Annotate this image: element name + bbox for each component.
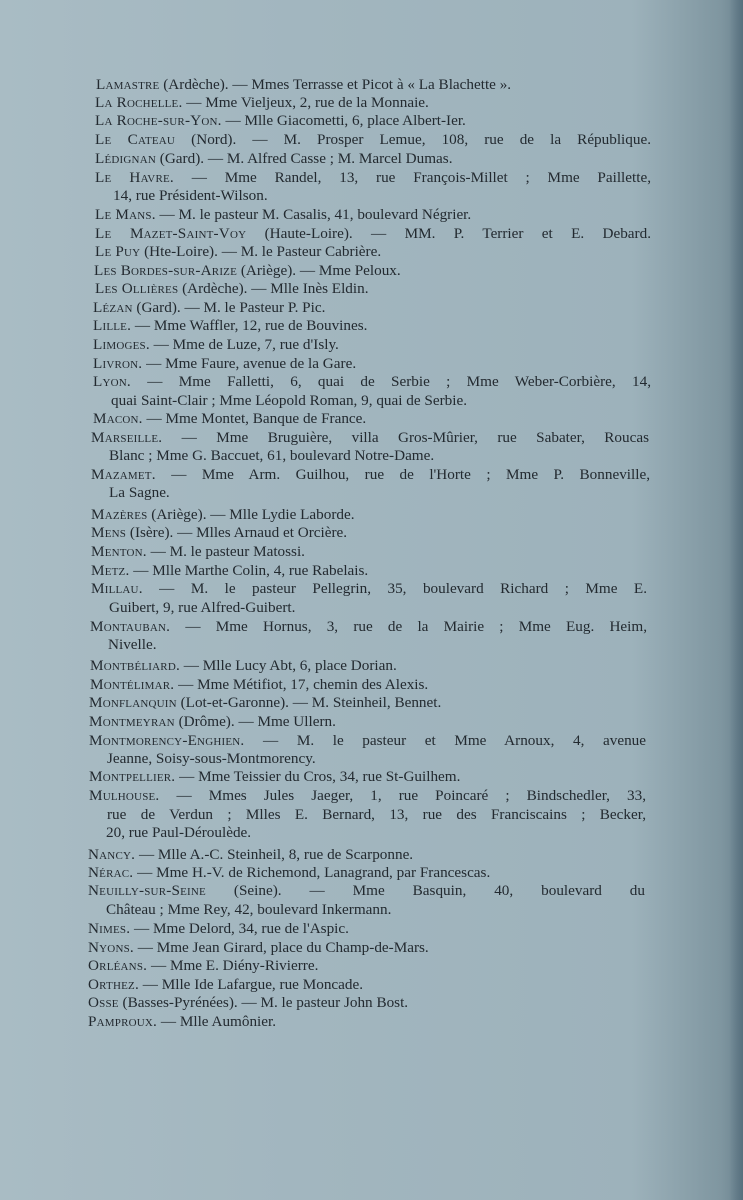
place-name: Les Ollières bbox=[95, 280, 179, 297]
place-name: Livron. bbox=[93, 355, 143, 372]
entry-line bbox=[93, 299, 444, 317]
entry-line bbox=[93, 317, 452, 335]
entry-line bbox=[113, 187, 318, 205]
place-name: Nimes. bbox=[88, 920, 131, 937]
entry-text: — Mme E. Diény-Rivierre. bbox=[147, 957, 319, 974]
place-name: Le Mans. bbox=[95, 206, 156, 223]
entry-line bbox=[89, 768, 573, 786]
entry-text: — Mme Randel, 13, rue François-Millet ; Mme Paillette, bbox=[173, 169, 651, 186]
place-name: Nyons. bbox=[88, 939, 134, 956]
entry-text: — Mme Vieljeux, 2, rue de la Monnaie. bbox=[182, 94, 429, 111]
entry-text: — Mme Faure, avenue de la Gare. bbox=[142, 355, 357, 372]
entry-line bbox=[93, 355, 436, 373]
entry-line bbox=[91, 506, 431, 524]
place-name: Montélimar. bbox=[90, 676, 175, 693]
entry-line bbox=[88, 939, 533, 957]
place-name: Mazères bbox=[91, 506, 148, 523]
entry-text: — Mme Arm. Guilhou, rue de l'Horte ; Mme P. Bonneville, bbox=[155, 466, 650, 483]
entry-text: — Mlle Lucy Abt, 6, place Dorian. bbox=[179, 657, 397, 674]
entry-text: (Basses-Pyrénées). — M. le pasteur John Bost. bbox=[118, 994, 409, 1011]
entry-text: La Sagne. bbox=[109, 484, 170, 501]
entry-text: — Mlle A.-C. Steinheil, 8, rue de Scarponne. bbox=[135, 846, 414, 863]
place-name: Le Havre. bbox=[95, 169, 174, 186]
place-name: Lézan bbox=[93, 299, 133, 316]
entry-line bbox=[93, 373, 651, 391]
entry-line bbox=[95, 206, 584, 224]
entry-line bbox=[89, 694, 549, 712]
entry-text: — Mme Bruguière, villa Gros-Mûrier, rue Sabater, Roucas bbox=[162, 429, 649, 446]
place-name: Osse bbox=[88, 994, 119, 1011]
entry-line bbox=[90, 618, 647, 636]
entry-text: (Haute-Loire). — MM. P. Terrier et E. Debard. bbox=[246, 225, 651, 242]
place-name: Montmeyran bbox=[89, 713, 175, 730]
entry-line bbox=[95, 225, 651, 243]
entry-text: (Ariège). — Mlle Lydie Laborde. bbox=[147, 506, 355, 523]
place-name: Orthez. bbox=[88, 976, 139, 993]
place-name: Lédignan bbox=[95, 150, 156, 167]
place-name: Montauban. bbox=[90, 618, 171, 635]
entry-line bbox=[111, 392, 574, 410]
place-name: Le Cateau bbox=[95, 131, 176, 148]
place-name: Menton. bbox=[91, 543, 147, 560]
place-name: La Rochelle. bbox=[95, 94, 183, 111]
entry-text: (Lot-et-Garonne). — M. Steinheil, Bennet. bbox=[176, 694, 442, 711]
entry-line bbox=[88, 882, 645, 900]
place-name: Lille. bbox=[93, 317, 132, 334]
entry-line bbox=[91, 562, 450, 580]
entry-line bbox=[106, 824, 295, 842]
entry-line bbox=[95, 243, 490, 261]
entry-line bbox=[106, 901, 445, 919]
entry-text: Blanc ; Mme G. Baccuet, 61, boulevard Notre-Dame. bbox=[109, 447, 435, 464]
entry-line bbox=[88, 976, 453, 994]
entry-line bbox=[95, 280, 458, 298]
entry-text: — M. le pasteur et Mme Arnoux, 4, avenue bbox=[244, 732, 646, 749]
entry-line bbox=[91, 466, 650, 484]
place-name: Pamproux. bbox=[88, 1013, 158, 1030]
place-name: Orléans. bbox=[88, 957, 148, 974]
entry-text: — Mme Métifiot, 17, chemin des Alexis. bbox=[174, 676, 429, 693]
entry-text: (Gard). — M. Alfred Casse ; M. Marcel Dumas. bbox=[155, 150, 453, 167]
entry-text: — Mlle Marthe Colin, 4, rue Rabelais. bbox=[129, 562, 369, 579]
place-name: Les Bordes-sur-Arize bbox=[94, 262, 238, 279]
entry-line bbox=[109, 599, 353, 617]
entry-line bbox=[91, 580, 647, 598]
entry-text: — Mme Jean Girard, place du Champ-de-Mars. bbox=[133, 939, 429, 956]
entry-text: rue de Verdun ; Mlles E. Bernard, 13, rue des Franciscains ; Becker, bbox=[107, 806, 646, 823]
entry-line bbox=[109, 484, 190, 502]
entry-text: (Gard). — M. le Pasteur P. Pic. bbox=[132, 299, 326, 316]
entry-text: — Mme Montet, Banque de France. bbox=[142, 410, 367, 427]
entry-line bbox=[89, 713, 409, 731]
entry-line bbox=[93, 336, 424, 354]
place-name: Neuilly-sur-Seine bbox=[88, 882, 206, 899]
place-name: La Roche-sur-Yon. bbox=[95, 112, 222, 129]
entry-line bbox=[96, 76, 640, 94]
entry-text: — Mme Delord, 34, rue de l'Aspic. bbox=[130, 920, 349, 937]
entry-text: (Drôme). — Mme Ullern. bbox=[174, 713, 336, 730]
entry-text: — Mme Teissier du Cros, 34, rue St-Guilhem. bbox=[175, 768, 461, 785]
place-name: Montbéliard. bbox=[90, 657, 180, 674]
entry-line bbox=[88, 957, 384, 975]
entry-line bbox=[94, 262, 490, 280]
place-name: Limoges. bbox=[93, 336, 150, 353]
entry-line bbox=[93, 410, 443, 428]
entry-line bbox=[91, 543, 373, 561]
entry-text: — Mme Waffler, 12, rue de Bouvines. bbox=[131, 317, 368, 334]
place-name: Le Puy bbox=[95, 243, 141, 260]
place-name: Monflanquin bbox=[89, 694, 177, 711]
entry-text: — Mlle Ide Lafargue, rue Moncade. bbox=[138, 976, 364, 993]
entry-line bbox=[90, 657, 463, 675]
entry-text: (Isère). — Mlles Arnaud et Orcière. bbox=[126, 524, 348, 541]
entry-text: — M. le pasteur Pellegrin, 35, boulevard Richard ; Mme E. bbox=[142, 580, 647, 597]
place-name: Metz. bbox=[91, 562, 130, 579]
entry-text: (Ariège). — Mme Peloux. bbox=[237, 262, 401, 279]
entry-line bbox=[89, 732, 646, 750]
entry-line bbox=[91, 524, 422, 542]
entry-text: — Mme Falletti, 6, quai de Serbie ; Mme Weber-Corbière, 14, bbox=[130, 373, 651, 390]
entry-text: (Nord). — M. Prosper Lemue, 108, rue de la République. bbox=[175, 131, 652, 148]
place-name: Montpellier. bbox=[89, 768, 176, 785]
place-name: Mulhouse. bbox=[89, 787, 160, 804]
entry-text: (Ardèche). — Mmes Terrasse et Picot à « La Blachette ». bbox=[159, 76, 512, 93]
entry-line bbox=[95, 131, 651, 149]
entry-line bbox=[88, 920, 431, 938]
place-name: Mens bbox=[91, 524, 127, 541]
place-name: Marseille. bbox=[91, 429, 163, 446]
place-name: Mazamet. bbox=[91, 466, 156, 483]
place-name: Nérac. bbox=[88, 864, 134, 881]
entry-line bbox=[91, 429, 649, 447]
entry-line bbox=[109, 447, 537, 465]
entry-text: — Mme de Luze, 7, rue d'Isly. bbox=[149, 336, 339, 353]
entry-line bbox=[95, 150, 571, 168]
entry-text: 20, rue Paul-Déroulède. bbox=[106, 824, 252, 841]
entry-line bbox=[89, 787, 646, 805]
entry-text: — Mlle Aumônier. bbox=[157, 1013, 277, 1030]
entry-text: Guibert, 9, rue Alfred-Guibert. bbox=[109, 599, 296, 616]
place-name: Lamastre bbox=[96, 76, 160, 93]
place-name: Nancy. bbox=[88, 846, 136, 863]
entry-text: (Ardèche). — Mlle Inès Eldin. bbox=[178, 280, 369, 297]
entry-line bbox=[108, 636, 168, 654]
entry-line bbox=[88, 864, 618, 882]
entry-line bbox=[88, 846, 522, 864]
entry-text: — Mme H.-V. de Richemond, Lanagrand, par Francescas. bbox=[133, 864, 491, 881]
entry-text: 14, rue Président-Wilson. bbox=[113, 187, 268, 204]
entry-text: — Mlle Giacometti, 6, place Albert-Ier. bbox=[221, 112, 466, 129]
entry-text: (Seine). — Mme Basquin, 40, boulevard du bbox=[205, 882, 645, 899]
entry-text: Nivelle. bbox=[108, 636, 157, 653]
place-name: Le Mazet-Saint-Voy bbox=[95, 225, 247, 242]
entry-text: quai Saint-Clair ; Mme Léopold Roman, 9, quai de Serbie. bbox=[111, 392, 467, 409]
entry-line bbox=[95, 94, 545, 112]
entry-line bbox=[95, 112, 580, 130]
entry-text: — Mme Hornus, 3, rue de la Mairie ; Mme Eug. Heim, bbox=[170, 618, 647, 635]
entry-text: (Hte-Loire). — M. le Pasteur Cabrière. bbox=[140, 243, 382, 260]
entry-line bbox=[107, 750, 402, 768]
entry-line bbox=[90, 676, 519, 694]
place-name: Montmorency-Enghien. bbox=[89, 732, 245, 749]
entry-line bbox=[107, 806, 646, 824]
entry-text: — M. le pasteur M. Casalis, 41, boulevard Négrier. bbox=[155, 206, 472, 223]
entry-line bbox=[95, 169, 651, 187]
entry-line bbox=[88, 1013, 331, 1031]
entry-text: — Mmes Jules Jaeger, 1, rue Poincaré ; Bindschedler, 33, bbox=[159, 787, 646, 804]
place-name: Millau. bbox=[91, 580, 143, 597]
place-name: Lyon. bbox=[93, 373, 131, 390]
entry-text: Château ; Mme Rey, 42, boulevard Inkermann. bbox=[106, 901, 392, 918]
entry-text: — M. le pasteur Matossi. bbox=[146, 543, 305, 560]
entry-line bbox=[88, 994, 498, 1012]
entry-text: Jeanne, Soisy-sous-Montmorency. bbox=[107, 750, 316, 767]
place-name: Macon. bbox=[93, 410, 143, 427]
